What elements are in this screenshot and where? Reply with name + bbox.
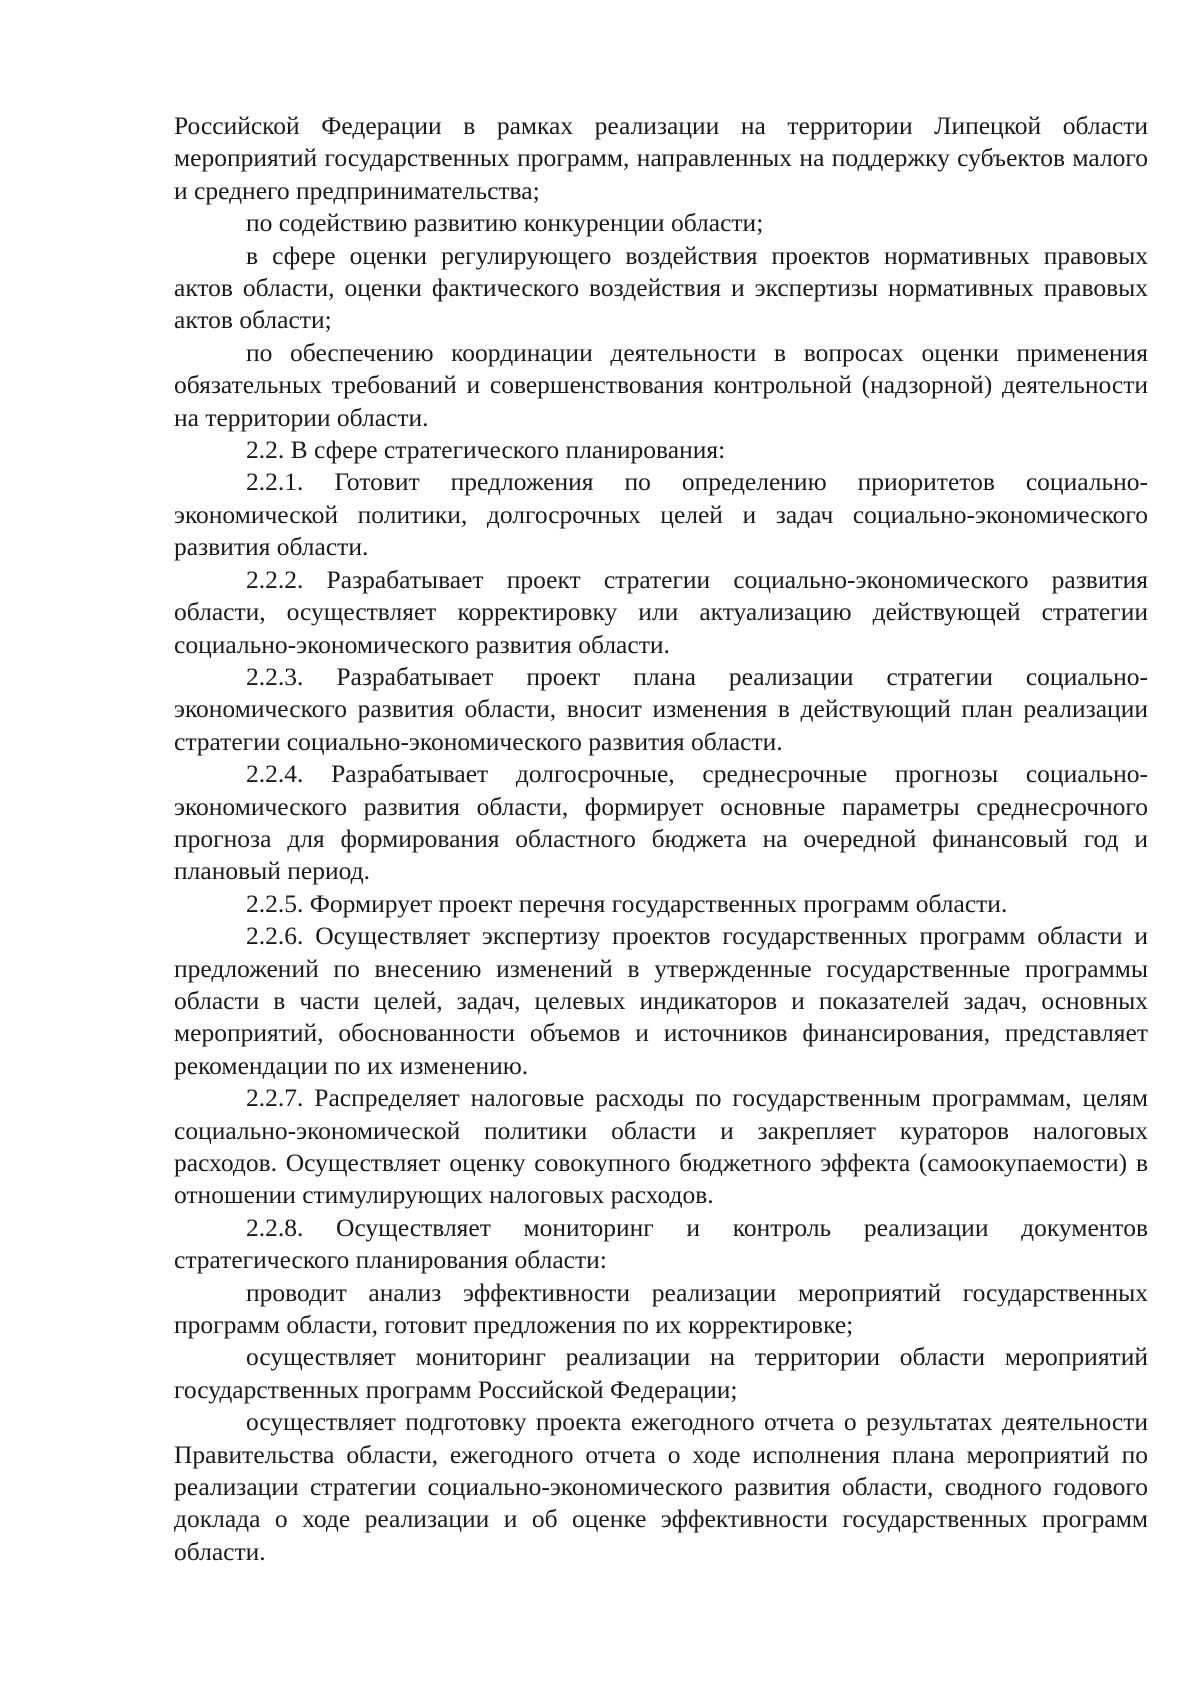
paragraph: 2.2.6. Осуществляет экспертизу проектов государственных программ области и предложений по внесению изменений в утвержденные государственные программы области в части целей, задач, целевых индикаторов и показателей задач, основных мероприятий, обоснованности объемов и источников финансирования, представляет рекомендации по их изменению. <box>174 921 1148 1080</box>
paragraph: 2.2.4. Разрабатывает долгосрочные, среднесрочные прогнозы социально-экономического развития области, формирует основные параметры среднесрочного прогноза для формирования областного бюджета на очередной финансовый год и плановый период. <box>174 759 1148 886</box>
document-body <box>174 110 1148 1568</box>
paragraph: 2.2.7. Распределяет налоговые расходы по государственным программам, целям социально-экономической политики области и закрепляет кураторов налоговых расходов. Осуществляет оценку совокупного бюджетного эффекта (самоокупаемости) в отношении стимулирующих налоговых расходов. <box>174 1083 1148 1210</box>
paragraph: 2.2.2. Разрабатывает проект стратегии социально-экономического развития области, осуществляет корректировку или актуализацию действующей стратегии социально-экономического развития области. <box>174 564 1148 659</box>
paragraph: осуществляет подготовку проекта ежегодного отчета о результатах деятельности Правительства области, ежегодного отчета о ходе исполнения плана мероприятий по реализации стратегии социально-экономического развития области, сводного годового доклада о ходе реализации и об оценке эффективности государственных программ области. <box>174 1407 1148 1566</box>
paragraph: Российской Федерации в рамках реализации на территории Липецкой области мероприятий государственных программ, направленных на поддержку субъектов малого и среднего предпринимательства; <box>174 111 1148 205</box>
paragraph: 2.2.8. Осуществляет мониторинг и контроль реализации документов стратегического планирования области: <box>174 1212 1148 1275</box>
paragraph: 2.2.3. Разрабатывает проект плана реализации стратегии социально-экономического развития области, вносит изменения в действующий план реализации стратегии социально-экономического развития области. <box>174 661 1148 756</box>
paragraph: 2.2.1. Готовит предложения по определению приоритетов социально-экономической политики, долгосрочных целей и задач социально-экономического развития области. <box>174 467 1148 562</box>
paragraph: проводит анализ эффективности реализации мероприятий государственных программ области, готовит предложения по их корректировке; <box>174 1277 1148 1340</box>
paragraph: в сфере оценки регулирующего воздействия проектов нормативных правовых актов области, оценки фактического воздействия и экспертизы нормативных правовых актов области; <box>174 240 1148 335</box>
paragraph: по содействию развитию конкуренции области; <box>246 208 764 238</box>
paragraph: осуществляет мониторинг реализации на территории области мероприятий государственных программ Российской Федерации; <box>174 1342 1148 1404</box>
section-heading: 2.2. В сфере стратегического планирования: <box>246 435 726 465</box>
paragraph: по обеспечению координации деятельности в вопросах оценки применения обязательных требований и совершенствования контрольной (надзорной) деятельности на территории области. <box>174 337 1148 432</box>
paragraph: 2.2.5. Формирует проект перечня государственных программ области. <box>246 888 1008 918</box>
